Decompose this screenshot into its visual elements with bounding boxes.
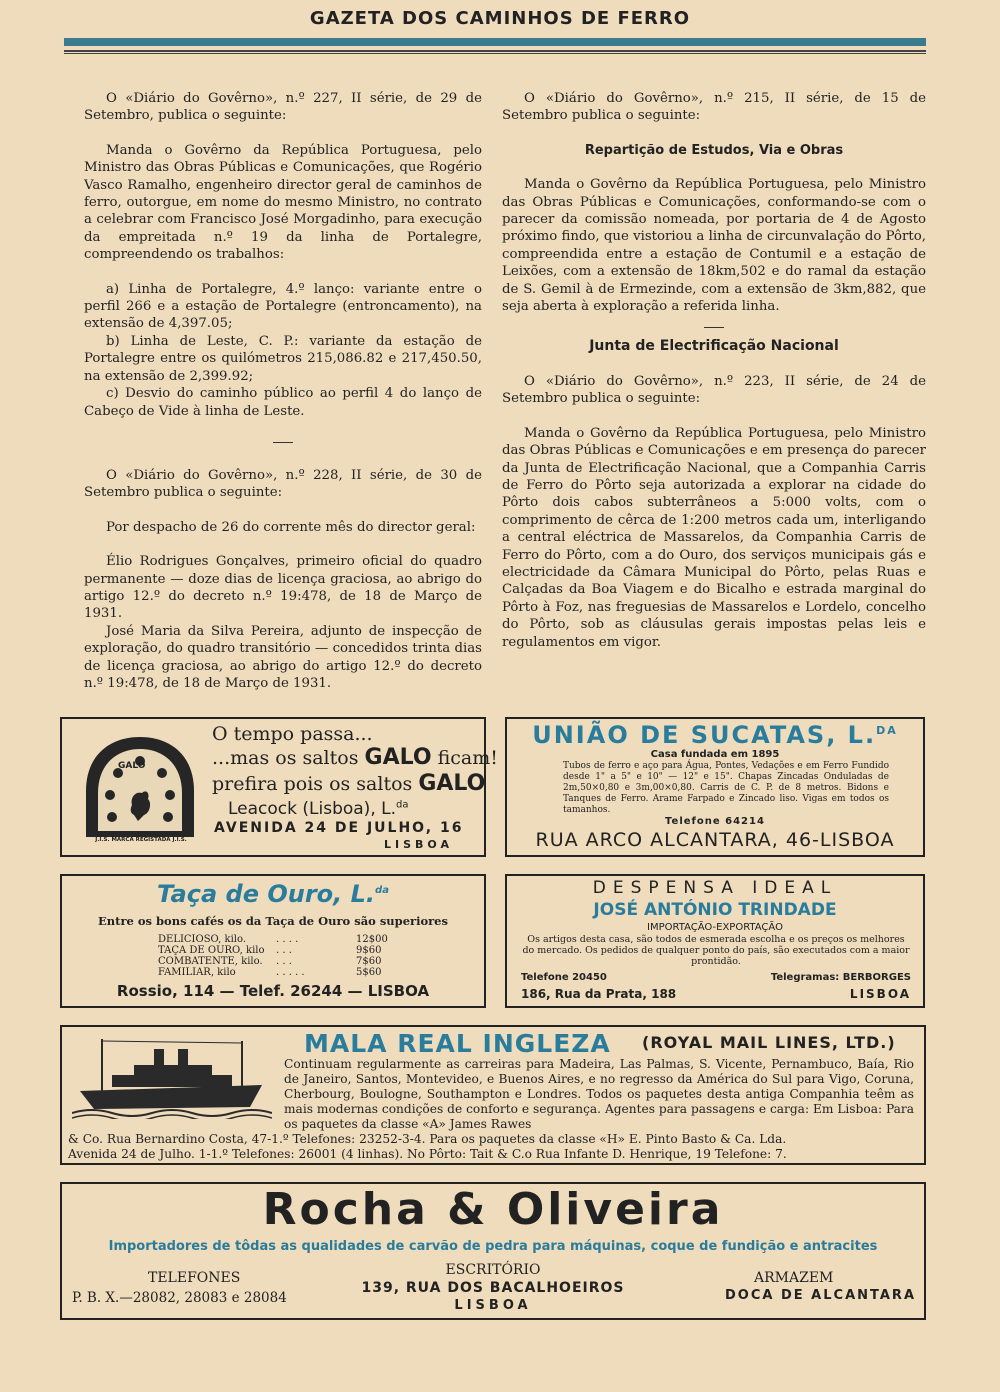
header-rule: [64, 50, 926, 52]
steamship-icon: [72, 1035, 272, 1119]
price-item-price: 12$00: [356, 934, 388, 945]
article-paragraph: O «Diário do Govêrno», n.º 215, II série, de 15 de Setembro publica o seguinte:: [502, 91, 926, 124]
ad-agents-line: & Co. Rua Bernardino Costa, 47-1.º Telefones: 23252-3-4. Para os paquetes da classe «H» E. Pinto Basto & Ca. Lda.: [68, 1132, 787, 1146]
price-item-name: FAMILIAR, kilo: [158, 967, 236, 978]
ad-line: ...mas os saltos GALO ficam!: [212, 745, 498, 770]
price-item-price: 9$60: [356, 945, 382, 956]
ad-name: JOSÉ ANTÓNIO TRINDADE: [593, 900, 837, 920]
article-list-item: b) Linha de Leste, C. P.: variante da estação de Portalegre entre os quilómetros 215,086.82 e 217,450.50, na extensão de 2,399.92;: [84, 333, 482, 384]
price-item-price: 7$60: [356, 956, 382, 967]
ad-agents-line: Avenida 24 de Julho. 1-1.º Telefones: 26001 (4 linhas). No Pôrto: Tait & C.o Rua Infante D. Henrique, 19 Telefone: 7.: [68, 1147, 787, 1161]
address: AVENIDA 24 DE JULHO, 16: [214, 820, 464, 836]
price-item-dots: . . . .: [276, 934, 299, 945]
price-item-name: TAÇA DE OURO, kilo: [158, 945, 265, 956]
company-name: Leacock (Lisboa), L.$^{da}$: [228, 799, 409, 819]
article-paragraph: O «Diário do Govêrno», n.º 227, II série, de 29 de Setembro, publica o seguinte:: [84, 91, 482, 124]
ad-phone: Telefone 64214: [665, 816, 765, 827]
page-header: GAZETA DOS CAMINHOS DE FERRO: [309, 8, 691, 29]
ad-galo: [60, 717, 498, 857]
ad-taca-de-ouro: [60, 874, 486, 1008]
price-row: [158, 945, 398, 956]
header-rule-thin: [64, 53, 926, 54]
price-item-name: DELICIOSO, kilo.: [158, 934, 247, 945]
ad-subtitle: IMPORTAÇÃO-EXPORTAÇÃO: [647, 922, 783, 933]
ad-phone: Telefone 20450: [521, 972, 607, 983]
price-item-name: COMBATENTE, kilo.: [158, 956, 263, 967]
price-item-dots: . . . . .: [276, 967, 305, 978]
article-paragraph: Manda o Govêrno da República Portuguesa, pelo Ministro das Obras Públicas e Comunicações, que Rogério Vasco Ramalho, engenheiro director geral de caminhos de ferro, outorgue, em nome do mesmo Ministro, no contrato a celebrar com Francisco José Morgadinho, para execução da empreitada n.º 19 da linha de Portalegre, compreendendo os trabalhos:: [84, 142, 482, 263]
warehouse-address: DOCA DE ALCANTARA: [725, 1288, 916, 1303]
office-label: ESCRITÓRIO: [445, 1262, 541, 1278]
article-paragraph: O «Diário do Govêrno», n.º 228, II série, de 30 de Setembro publica o seguinte:: [84, 467, 482, 501]
ad-tagline: Importadores de tôdas as qualidades de carvão de pedra para máquinas, coque de fundição e antracites: [108, 1239, 878, 1254]
article-paragraph: Manda o Govêrno da República Portuguesa, pelo Ministro das Obras Públicas e Comunicações, conformando-se com o parecer da comissão nomeada, por portaria de 4 de Agosto próximo findo, que vistoriou a linha de circunvalação do Pôrto, compreendida entre a estação de Contumil e a estação de Leixões, com a extensão de 18km,502 e do ramal da estação de S. Gemil à de Ermezinde, com a extensão de 3km,882, que seja aberta à exploração a referida linha.: [502, 177, 926, 315]
section-title: Junta de Electrificação Nacional: [589, 338, 839, 355]
ad-city: LISBOA: [849, 987, 911, 1001]
phones: P. B. X.—28082, 28083 e 28084: [72, 1290, 287, 1306]
city: LISBOA: [384, 838, 453, 851]
price-row: [158, 967, 398, 978]
ad-line: O tempo passa...: [212, 723, 373, 745]
ad-title: Rocha & Oliveira: [262, 1184, 724, 1235]
ad-title: DESPENSA IDEAL: [592, 878, 838, 898]
ad-title: MALA REAL INGLEZA: [304, 1029, 611, 1058]
header-rule-blue: [64, 38, 926, 46]
article-list-item: c) Desvio do caminho público ao perfil 4 do lanço de Cabeço de Vide à linha de Leste.: [84, 386, 482, 419]
ad-uniao-sucatas: [505, 717, 925, 857]
office-city: LISBOA: [454, 1298, 532, 1313]
ad-subtitle: Casa fundada em 1895: [650, 749, 780, 760]
article-paragraph: Manda o Govêrno da República Portuguesa, pelo Ministro das Obras Públicas e Comunicações e em presença do parecer da Junta de Electrificação Nacional, que a Companhia Carris de Ferro do Pôrto seja autorizada a explorar na cidade do Pôrto dois cabos subterrâneos a 5:000 volts, com o comprimento de cêrca de 1:200 metros cada um, interligando a central eléctrica de Massarelos, da Companhia Carris de Ferro do Pôrto, com a do Ouro, dos serviços municipais gás e electricidade da Câmara Municipal do Pôrto, pelas Ruas e Calçadas da Boa Viagem e do Bicalho e estrada marginal do Pôrto à Foz, nas freguesias de Massarelos e Lordelo, concelho do Pôrto, sob as cláusulas gerais impostas pelas leis e regulamentos em vigor.: [502, 425, 926, 650]
ad-rocha-oliveira: [60, 1182, 926, 1320]
price-item-dots: . . .: [276, 945, 292, 956]
right-column: [502, 90, 926, 651]
article-paragraph: O «Diário do Govêrno», n.º 223, II série, de 24 de Setembro publica o seguinte:: [502, 373, 926, 407]
price-list: [158, 934, 398, 978]
ad-line: prefira pois os saltos GALO: [212, 771, 486, 796]
ad-tagline: Entre os bons cafés os da Taça de Ouro são superiores: [98, 914, 448, 928]
article-paragraph: Élio Rodrigues Gonçalves, primeiro oficial do quadro permanente — doze dias de licença graciosa, ao abrigo do artigo 12.º do decreto n.º 19:478, de 18 de Março de 1931.: [84, 554, 482, 622]
article-paragraph: Por despacho de 26 do corrente mês do director geral:: [106, 519, 476, 535]
phones-label: TELEFONES: [148, 1270, 241, 1286]
ad-title: Taça de Ouro, L.$^{da}$: [157, 880, 389, 908]
ad-address: RUA ARCO ALCANTARA, 46-LISBOA: [535, 829, 895, 851]
article-paragraph: José Maria da Silva Pereira, adjunto de inspecção de exploração, do quadro transitório — concedidos trinta dias de licença graciosa, ao abrigo do artigo 12.º do decreto n.º 19:478, de 18 de Março de 1931.: [84, 623, 482, 691]
logo-mark-text: J.I.S. MARCA REGISTADA J.I.S.: [95, 837, 187, 843]
ad-body: Continuam regularmente as carreiras para Madeira, Las Palmas, S. Vicente, Pernambuco, Baía, Rio de Janeiro, Santos, Montevideo, e Buenos Aires, e no regresso da América do Sul para Vigo, Coruna, Cherbourg, Boulogne, Southampton e Londres. Todos os paquetes desta antiga Companhia teêm as mais modernas condições de conforto e segurança. Agentes para passagens e carga: Em Lisboa: Para os paquetes da classe «A» James Rawes: [284, 1057, 914, 1131]
left-column: [84, 90, 482, 692]
ad-title-english: (ROYAL MAIL LINES, LTD.): [642, 1033, 896, 1052]
warehouse-label: ARMAZEM: [754, 1270, 834, 1286]
price-row: [158, 956, 398, 967]
price-row: [158, 934, 398, 945]
price-item-dots: . . .: [276, 956, 292, 967]
ad-despensa-ideal: [505, 874, 925, 1008]
heel-logo-icon: [80, 733, 200, 841]
ad-body: Tubos de ferro e aço para Água, Pontes, Vedações e em Ferro Fundido desde 1" a 5" e 10" — 12" e 15". Chapas Zincadas Onduladas de 2m,50×0,80 e 3m,00×0,80. Carris de C. P. de 8 metros. Bidons e Tanques de Ferro. Arame Farpado e Zincado liso. Vigas em todos os tamanhos.: [563, 761, 889, 815]
article-list-item: a) Linha de Portalegre, 4.º lanço: variante entre o perfil 266 e a estação de Portalegre (entroncamento), na extensão de 4,397.05;: [84, 281, 482, 332]
ad-address: 186, Rua da Prata, 188: [521, 987, 677, 1001]
ad-telegrams: Telegramas: BERBORGES: [770, 972, 911, 983]
ad-footer: Rossio, 114 — Telef. 26244 — LISBOA: [116, 982, 430, 1000]
office-address: 139, RUA DOS BACALHOEIROS: [361, 1280, 625, 1296]
price-item-price: 5$60: [356, 967, 382, 978]
ad-body: Os artigos desta casa, são todos de esmerada escolha e os preços os melhores do mercado. Os pedidos de qualquer ponto do país, são executados com a maior prontidão.: [522, 934, 910, 967]
section-title: Repartição de Estudos, Via e Obras: [584, 142, 844, 158]
logo-text: GALO: [118, 761, 146, 771]
ad-mala-real-ingleza: [60, 1025, 926, 1165]
ad-title: UNIÃO DE SUCATAS, L.$^{DA}$: [532, 721, 898, 749]
